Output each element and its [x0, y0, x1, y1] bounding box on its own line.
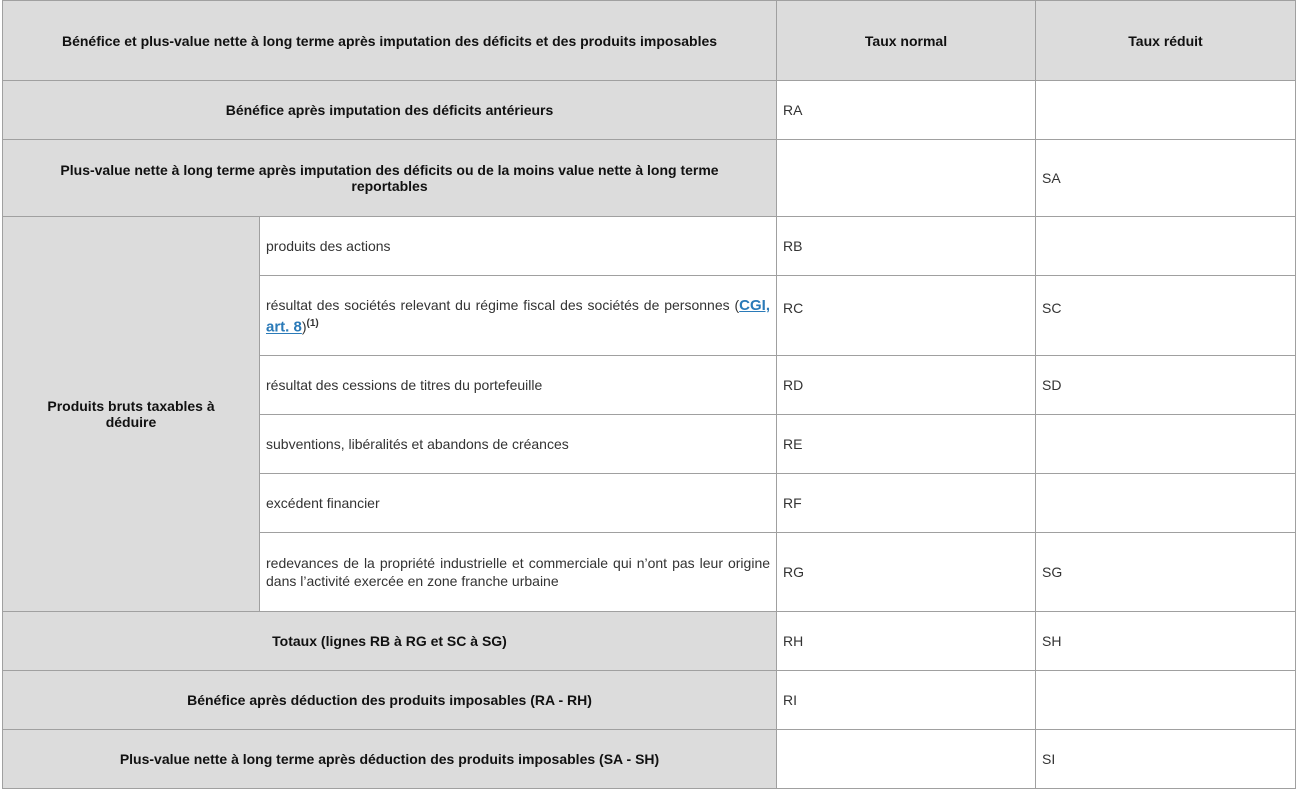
code-reduit: SH: [1036, 612, 1296, 671]
code-normal: RH: [777, 612, 1036, 671]
code-reduit: SA: [1036, 140, 1296, 217]
code-reduit: SG: [1036, 533, 1296, 612]
code-normal: RC: [777, 276, 1036, 356]
header-taux-normal: Taux normal: [777, 1, 1036, 81]
table-row: [3, 612, 1296, 671]
row-label: Bénéfice après déduction des produits imposables (RA - RH): [3, 671, 777, 730]
header-taux-reduit: Taux réduit: [1036, 1, 1296, 81]
row-label: Bénéfice après imputation des déficits antérieurs: [3, 81, 777, 140]
code-reduit: [1036, 415, 1296, 474]
row-label: Totaux (lignes RB à RG et SC à SG): [3, 612, 777, 671]
header-title: Bénéfice et plus-value nette à long terme après imputation des déficits et des produits imposables: [3, 1, 777, 81]
code-normal: RA: [777, 81, 1036, 140]
header-row: [3, 1, 1296, 81]
code-normal: RD: [777, 356, 1036, 415]
row-label-close: ): [301, 318, 307, 335]
table-row: [3, 140, 1296, 217]
code-reduit: [1036, 474, 1296, 533]
table-row: [3, 730, 1296, 789]
code-reduit: SI: [1036, 730, 1296, 789]
row-label: produits des actions: [260, 217, 777, 276]
code-normal: [777, 730, 1036, 789]
code-reduit: [1036, 217, 1296, 276]
code-normal: RG: [777, 533, 1036, 612]
code-reduit: [1036, 81, 1296, 140]
table-row: [3, 671, 1296, 730]
row-label: subventions, libéralités et abandons de créances: [260, 415, 777, 474]
tax-table: [2, 0, 1296, 789]
row-label: Plus-value nette à long terme après imputation des déficits ou de la moins value nette à long terme reportables: [3, 140, 777, 217]
code-reduit: SC: [1036, 276, 1296, 356]
row-label: résultat des cessions de titres du portefeuille: [260, 356, 777, 415]
code-normal: RI: [777, 671, 1036, 730]
cgi-art8-link[interactable]: CGI, art. 8: [266, 297, 771, 336]
code-normal: RB: [777, 217, 1036, 276]
row-label: redevances de la propriété industrielle et commerciale qui n’ont pas leur origine dans l’activité exercée en zone franche urbaine: [260, 533, 777, 612]
table-row: [3, 217, 1296, 276]
row-label: excédent financier: [260, 474, 777, 533]
row-label-text: résultat des sociétés relevant du régime fiscal des sociétés de personnes (: [266, 297, 740, 313]
code-reduit: [1036, 671, 1296, 730]
table-row: [3, 81, 1296, 140]
code-reduit: SD: [1036, 356, 1296, 415]
code-normal: [777, 140, 1036, 217]
row-label: Plus-value nette à long terme après déduction des produits imposables (SA - SH): [3, 730, 777, 789]
group-label: Produits bruts taxables à déduire: [3, 217, 260, 612]
code-normal: RE: [777, 415, 1036, 474]
row-label: [260, 276, 777, 356]
code-normal: RF: [777, 474, 1036, 533]
footnote-ref: (1): [306, 318, 319, 329]
